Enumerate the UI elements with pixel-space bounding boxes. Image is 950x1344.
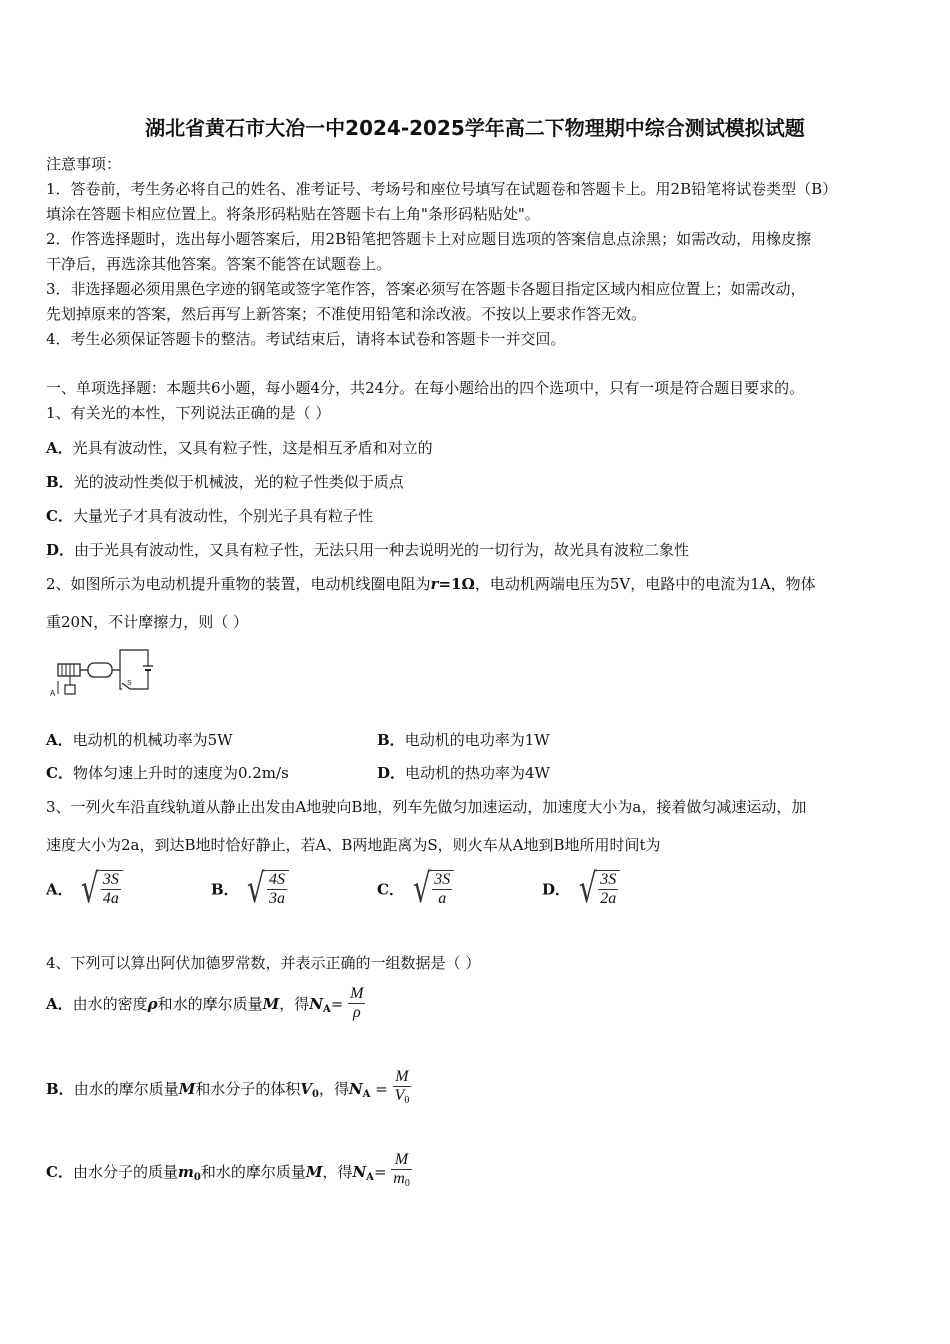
sqrt-icon: √ xyxy=(412,866,431,912)
option-text: 电动机的机械功率为5W xyxy=(72,731,233,749)
variable: M xyxy=(305,1163,323,1181)
spool xyxy=(58,664,80,676)
q3-option-a xyxy=(46,866,123,912)
r-symbol: r xyxy=(430,575,439,593)
weight-label: A xyxy=(50,689,56,697)
q1-option-d xyxy=(46,539,689,560)
denominator xyxy=(393,1086,412,1110)
q2-stem xyxy=(46,573,816,594)
option-label: A． xyxy=(46,994,73,1013)
option-text: 由于光具有波动性，又具有粒子性，无法只用一种去说明光的一切行为，故光具有波粒二象性 xyxy=(74,541,690,559)
subscript: 0 xyxy=(404,1095,410,1106)
denominator: 3a xyxy=(268,890,285,907)
wire-top xyxy=(112,650,148,670)
option-text: 和水的摩尔质量 xyxy=(200,1163,306,1181)
option-label: B． xyxy=(46,473,74,491)
q2-stem-part2: ，电动机两端电压为5V，电路中的电流为1A，物体 xyxy=(474,575,816,593)
sqrt-icon: √ xyxy=(578,866,597,912)
notice-line: 填涂在答题卡相应位置上。将条形码粘贴在答题卡右上角"条形码粘贴处"。 xyxy=(46,205,540,223)
q2-stem-part1: 2、如图所示为电动机提升重物的装置，电动机线圈电阻为 xyxy=(46,575,431,593)
subscript: A xyxy=(323,1003,331,1015)
subscript: A xyxy=(366,1172,374,1183)
option-text: 由水的摩尔质量 xyxy=(73,1080,179,1098)
option-text: ，得 xyxy=(318,1080,349,1098)
option-text: 物体匀速上升时的速度为0.2m/s xyxy=(72,764,289,782)
option-label: D． xyxy=(377,764,406,782)
option-text: 电动机的热功率为4W xyxy=(405,764,550,782)
fraction xyxy=(348,985,365,1022)
equals: = xyxy=(370,1080,388,1098)
r-value: =1Ω xyxy=(438,575,475,593)
q2-option-a xyxy=(46,729,233,750)
sqrt-expression xyxy=(575,866,621,912)
denominator-var: m xyxy=(393,1170,405,1187)
fraction xyxy=(99,870,123,908)
q2-option-c xyxy=(46,762,289,783)
option-text: 大量光子才具有波动性，个别光子具有粒子性 xyxy=(72,507,373,525)
variable: ρ xyxy=(147,994,158,1013)
switch-label: S xyxy=(127,680,132,687)
numerator: 3S xyxy=(434,871,451,888)
option-text: 电动机的电功率为1W xyxy=(404,731,550,749)
equals: = xyxy=(330,994,344,1013)
fraction xyxy=(265,870,289,908)
q1-option-a xyxy=(46,437,433,458)
notice-line: 1．答卷前，考生务必将自己的姓名、准考证号、考场号和座位号填写在试题卷和答题卡上。用2B铅笔将试卷类型（B） xyxy=(46,180,838,198)
option-label: D． xyxy=(542,880,571,899)
option-label: D． xyxy=(46,541,75,559)
option-label: C． xyxy=(46,1163,73,1181)
sqrt-expression xyxy=(409,866,455,912)
option-label: C． xyxy=(377,880,404,899)
option-label: A． xyxy=(46,731,73,749)
subscript: A xyxy=(362,1089,371,1100)
page-title: 湖北省黄石市大冶一中2024-2025学年高二下物理期中综合测试模拟试题 xyxy=(145,116,805,140)
option-text: ，得 xyxy=(279,994,310,1013)
q1-option-c xyxy=(46,505,373,526)
q1-stem: 1、有关光的本性，下列说法正确的是（ ） xyxy=(46,404,331,422)
q4-option-c xyxy=(46,1151,412,1193)
equals: = xyxy=(373,1163,387,1181)
option-label: A． xyxy=(46,439,73,457)
q1-option-b xyxy=(46,471,404,492)
q4-option-b xyxy=(46,1068,411,1110)
fraction xyxy=(596,870,620,908)
notice-line: 干净后，再选涂其他答案。答案不能答在试题卷上。 xyxy=(46,255,392,273)
option-label: C． xyxy=(46,507,73,525)
option-text: 和水的摩尔质量 xyxy=(157,994,263,1013)
subscript: 0 xyxy=(193,1172,201,1183)
option-text: 和水分子的体积 xyxy=(195,1080,301,1098)
notice-line: 2．作答选择题时，选出每小题答案后，用2B铅笔把答题卡上对应题目选项的答案信息点涂黑；如需改动，用橡皮擦 xyxy=(46,230,812,248)
q2-option-b xyxy=(377,729,550,750)
option-label: B． xyxy=(211,880,239,899)
denominator: 2a xyxy=(600,890,617,907)
option-label: B． xyxy=(46,1080,74,1098)
sqrt-icon: √ xyxy=(247,866,266,912)
subscript: 0 xyxy=(404,1178,410,1189)
sqrt-icon: √ xyxy=(81,866,100,912)
wire-right xyxy=(130,670,148,689)
sqrt-expression xyxy=(77,866,123,912)
subscript: 0 xyxy=(311,1089,319,1100)
denominator: 4a xyxy=(102,890,119,907)
motor xyxy=(88,663,112,677)
notice-line: 先划掉原来的答案，然后再写上新答案；不准使用铅笔和涂改液。不按以上要求作答无效。 xyxy=(46,305,647,323)
variable: M xyxy=(178,1080,196,1098)
denominator xyxy=(391,1169,412,1193)
option-label: C． xyxy=(46,764,73,782)
option-text: 由水的密度 xyxy=(72,994,148,1013)
denominator-var: V xyxy=(394,1087,405,1104)
numerator: 3S xyxy=(102,871,119,888)
numerator: M xyxy=(394,1151,409,1168)
numerator: 4S xyxy=(268,871,285,888)
variable: m xyxy=(177,1163,194,1181)
sqrt-expression xyxy=(243,866,289,912)
numerator: M xyxy=(350,985,364,1002)
variable: N xyxy=(352,1163,367,1181)
q2-option-d xyxy=(377,762,550,783)
fraction xyxy=(391,1151,412,1193)
option-label: B． xyxy=(377,731,405,749)
section-heading: 一、单项选择题：本题共6小题，每小题4分，共24分。在每小题给出的四个选项中，只有一项是符合题目要求的。 xyxy=(46,379,805,397)
numerator: 3S xyxy=(600,871,617,888)
notice-line: 4．考生必须保证答题卡的整洁。考试结束后，请将本试卷和答题卡一并交回。 xyxy=(46,330,566,348)
option-label: A． xyxy=(46,880,73,899)
numerator: M xyxy=(395,1068,409,1085)
q4-stem: 4、下列可以算出阿伏加德罗常数，并表示正确的一组数据是（ ） xyxy=(46,954,481,972)
q3-option-d xyxy=(542,866,620,912)
variable: V xyxy=(300,1080,312,1098)
fraction xyxy=(430,870,454,908)
q3-option-b xyxy=(211,866,289,912)
q3-option-c xyxy=(377,866,454,912)
q4-option-a xyxy=(46,985,365,1022)
option-text: 光的波动性类似于机械波，光的粒子性类似于质点 xyxy=(73,473,404,491)
wire-left xyxy=(120,670,122,689)
q2-stem-line2: 重20N，不计摩擦力，则（ ） xyxy=(46,613,248,631)
denominator: ρ xyxy=(348,1003,365,1022)
denominator: a xyxy=(432,889,452,908)
notice-heading: 注意事项： xyxy=(46,155,122,173)
option-text: ，得 xyxy=(322,1163,353,1181)
variable: M xyxy=(262,994,280,1013)
option-text: 由水分子的质量 xyxy=(72,1163,178,1181)
motor-circuit-figure xyxy=(48,645,156,697)
variable: N xyxy=(348,1080,363,1098)
q3-stem-line1: 3、一列火车沿直线轨道从静止出发由A地驶向B地，列车先做匀加速运动，加速度大小为a，接着做匀减速运动，加 xyxy=(46,798,807,816)
notice-line: 3．非选择题必须用黑色字迹的钢笔或签字笔作答，答案必须写在答题卡各题目指定区域内相应位置上；如需改动， xyxy=(46,280,806,298)
variable: N xyxy=(309,994,323,1013)
option-text: 光具有波动性，又具有粒子性，这是相互矛盾和对立的 xyxy=(72,439,433,457)
q3-stem-line2: 速度大小为2a，到达B地时恰好静止，若A、B两地距离为S，则火车从A地到B地所用时间t为 xyxy=(46,836,661,854)
fraction xyxy=(393,1068,412,1110)
weight xyxy=(65,685,75,694)
